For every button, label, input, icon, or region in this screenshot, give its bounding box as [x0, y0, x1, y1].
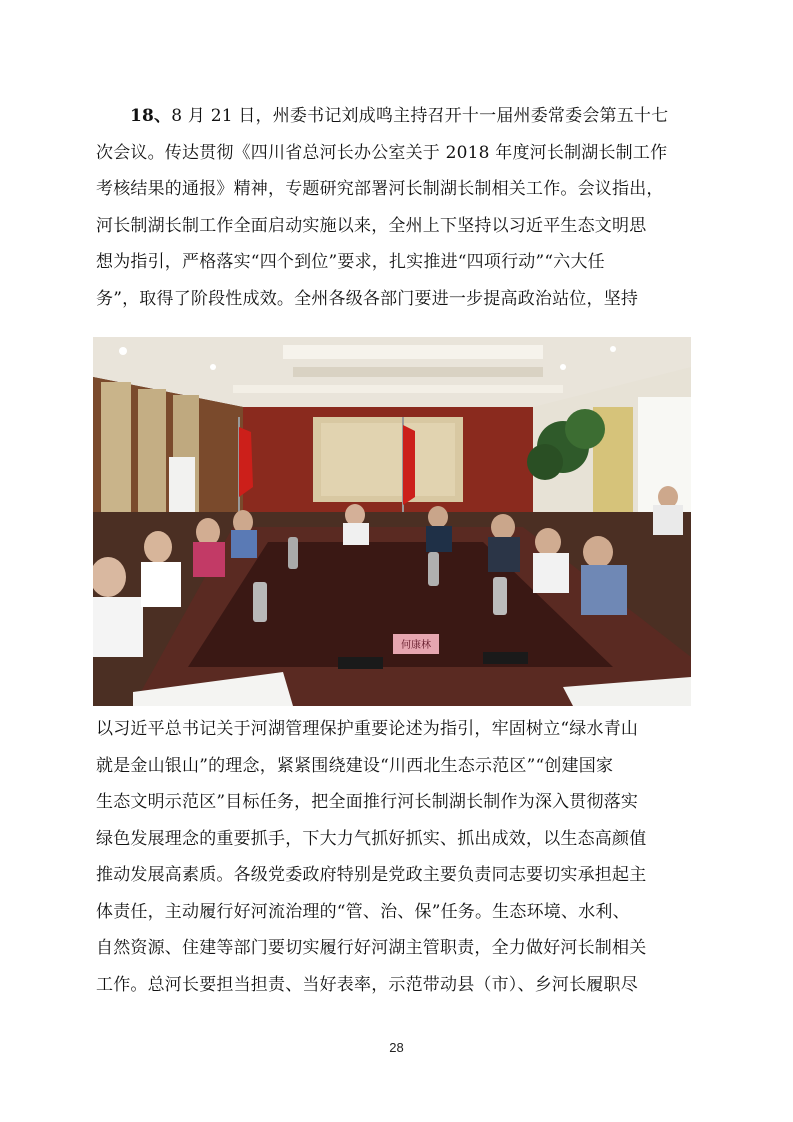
page-number: 28 — [389, 1040, 404, 1055]
text-line: 就是金山银山”的理念，紧紧围绕建设“川西北生态示范区”“创建国家 — [96, 755, 614, 776]
text-line: 想为指引，严格落实“四个到位”要求，扎实推进“四项行动”“六大任 — [96, 252, 605, 272]
text-line: 自然资源、住建等部门要切实履行好河湖主管职责，全力做好河长制相关 — [96, 938, 647, 958]
nameplate-text: 何康林 — [401, 640, 431, 651]
text-line: 次会议。传达贯彻《四川省总河长办公室关于 2018 年度河长制湖长制工作 — [96, 142, 668, 163]
text-line: 体责任，主动履行好河流治理的“管、治、保”任务。生态环境、水利、 — [96, 901, 630, 922]
text-line: 生态文明示范区”目标任务，把全面推行河长制湖长制作为深入贯彻落实 — [96, 792, 639, 812]
text-line: 推动发展高素质。各级党委政府特别是党政主要负责同志要切实承担起主 — [96, 865, 647, 885]
meeting-photo — [93, 337, 691, 706]
text-line: 绿色发展理念的重要抓手，下大力气抓好抓实、抓出成效，以生态高颜值 — [96, 828, 647, 849]
text-line: 考核结果的通报》精神，专题研究部署河长制湖长制相关工作。会议指出， — [96, 179, 664, 199]
text-line: 以习近平总书记关于河湖管理保护重要论述为指引，牢固树立“绿水青山 — [96, 719, 639, 739]
text-line: 务”，取得了阶段性成效。全州各级各部门要进一步提高政治站位，坚持 — [96, 288, 639, 309]
text-line: 河长制湖长制工作全面启动实施以来，全州上下坚持以习近平生态文明思 — [96, 215, 647, 236]
paragraph-bottom — [96, 711, 696, 1003]
item-number: 18、 — [130, 106, 172, 126]
paragraph-top — [96, 98, 696, 317]
text-line: 18、8 月 21 日，州委书记刘成鸣主持召开十一届州委常委会第五十七 — [130, 106, 669, 126]
text-line: 工作。总河长要担当担责、当好表率，示范带动县（市）、乡河长履职尽 — [96, 974, 638, 995]
